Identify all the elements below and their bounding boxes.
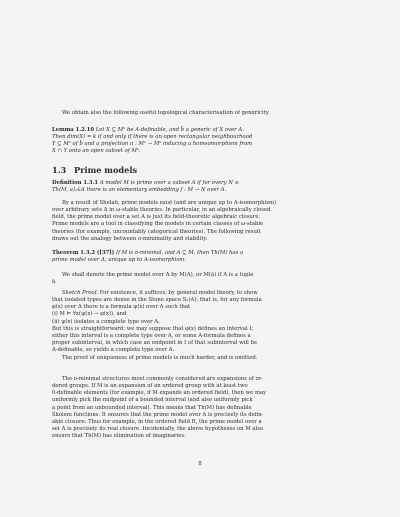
theorem-line: If M is o-minimal, and A ⊆ M, then Th(M) has a [115, 250, 244, 256]
sketch-proof [52, 290, 352, 354]
lemma-line: Let X ⊆ Mⁿ be A-definable, and b̄ a generic of X over A. [95, 127, 244, 133]
text-line: draws out the analogy between o-minimality and stability. [52, 235, 208, 242]
text-line: By a result of Shelah, prime models exist (and are unique up to A-isomorphism) [62, 200, 277, 206]
text-line: φ(x) over A there is a formula ψ(x) over A such that [52, 304, 191, 311]
intro-text: We obtain also the following useful topological characterisation of genericity. [62, 110, 270, 116]
lemma-line: Then dim(X) = k if and only if there is an open rectangular neighbourhood [52, 134, 253, 141]
section-heading [52, 165, 352, 175]
ordered-groups-paragraph [52, 376, 352, 440]
text-line: proper subinterval, in which case an endpoint in I of that subinterval will be [52, 340, 258, 347]
text-line: 0-definable elements (for example, if M expands an ordered field), then we may [52, 390, 267, 397]
text-line: But this is straightforward: we may suppose that φ(x) defines an interval I; [52, 325, 254, 332]
definition-block [52, 180, 352, 194]
text-line: (i) M ⊨ ∀x(ψ(x) → φ(x)), and [52, 311, 127, 318]
text-line: The o-minimal structures most commonly considered are expansions of or- [62, 376, 263, 382]
text-line: For existence, it suffices, by general model theory, to show [99, 290, 258, 296]
text-line: Skolem functions. It ensures that the prime model over A is precisely its defin- [52, 411, 264, 418]
lemma-block [52, 127, 352, 156]
theorem-label: Theorem 1.3.2 ([37]) [52, 250, 115, 256]
definition-line: A model M is prime over a subset A if for every N ≡ [99, 180, 240, 186]
lemma-line: X ∩ Y onto an open subset of Mᵏ. [52, 148, 141, 155]
text-line: dered groups. If M is an expansion of an ordered group with at least two [52, 383, 248, 390]
theorem-block [52, 250, 352, 264]
text-line: theories (for example, uncountably categorical theories). The following result [52, 228, 261, 235]
uniqueness-paragraph [52, 355, 352, 362]
text-line: ensure that Th(M) has elimination of imaginaries. [52, 433, 186, 440]
lemma-line: Y ⊆ Mⁿ of b̄ and a projection π : Mⁿ → Mᵏ inducing a homeomorphism from [52, 141, 253, 148]
text-line: A-definable, so yields a complete type over A. [52, 347, 175, 354]
intro-paragraph [52, 110, 352, 117]
text-line: able closure. Thus for example, in the ordered field R, the prime model over a [52, 418, 262, 425]
text-line: field, the prime model over a set A is just its field-theoretic algebraic closure. [52, 214, 261, 221]
section-number: 1.3 [52, 165, 67, 175]
text-line: uniformly pick the midpoint of a bounded interval (and also uniformly pick [52, 397, 253, 404]
lemma-label: Lemma 1.2.10 [52, 127, 95, 133]
page-number: 8 [198, 461, 202, 467]
text-line: over arbitrary sets A in ω-stable theories. In particular, in an algebraically closed [52, 207, 271, 214]
notation-paragraph [52, 272, 352, 286]
text-line: that isolated types are dense in the Stone space S₁(A); that is, for any formula [52, 297, 262, 304]
text-line: ā. [52, 279, 57, 286]
text-line: (ii) ψ(x) isolates a complete type over A. [52, 318, 160, 325]
text-line: set A is precisely its real closure. Incidentally, the above hypotheses on M also [52, 426, 264, 433]
definition-line: Th(M, a)ₐ∈A there is an elementary embedding f : M → N over A. [52, 187, 227, 194]
definition-label: Definition 1.3.1 [52, 180, 99, 186]
text-line: a point from an unbounded interval). This means that Th(M) has definable [52, 404, 252, 411]
shelah-paragraph [52, 200, 352, 243]
sketch-label: Sketch Proof. [62, 290, 99, 296]
theorem-line: prime model over A, unique up to A-isomorphism. [52, 257, 186, 264]
text-line: Prime models are a tool in classifying the models in certain classes of ω-stable [52, 221, 264, 228]
text-line: either this interval is a complete type over A, or some A-formula defines a [52, 332, 251, 339]
text-line: The proof of uniqueness of prime models is much harder, and is omitted. [62, 355, 258, 361]
section-title: Prime models [74, 165, 138, 175]
text-line: We shall denote the prime model over A by M(A), or M(ā) if A is a tuple [62, 272, 254, 278]
